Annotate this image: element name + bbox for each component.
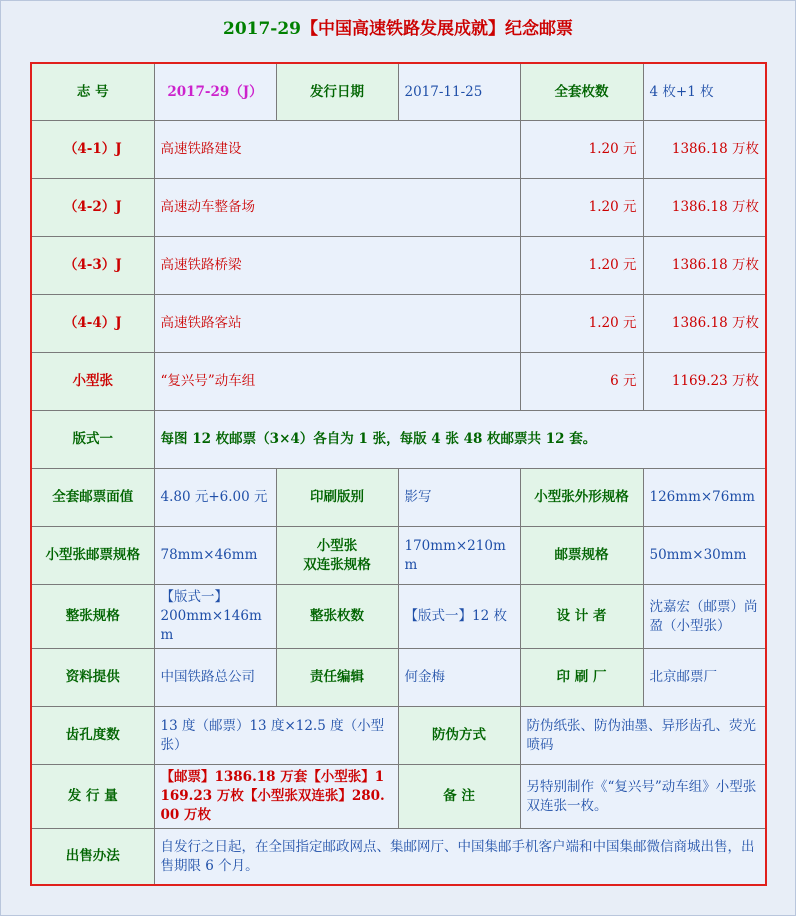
issue-qty-label: 发 行 量	[31, 765, 154, 829]
sale-label: 出售办法	[31, 829, 154, 886]
stamp-name: 高速铁路客站	[154, 295, 520, 353]
souvenir-sheet-quantity: 1169.23 万枚	[643, 353, 766, 411]
table-row	[31, 829, 766, 886]
designer-label: 设 计 者	[520, 585, 643, 649]
table-row	[31, 179, 766, 237]
table-row	[31, 353, 766, 411]
print-type-value: 影写	[398, 469, 520, 527]
stamp-name: 高速动车整备场	[154, 179, 520, 237]
double-sheet-label-line1: 小型张	[316, 537, 358, 554]
stamp-quantity: 1386.18 万枚	[643, 237, 766, 295]
security-value: 防伪纸张、防伪油墨、异形齿孔、荧光喷码	[520, 707, 766, 765]
double-sheet-value: 170mm×210mm	[398, 527, 520, 585]
full-sheet-value	[154, 585, 276, 649]
table-row	[31, 707, 766, 765]
souvenir-sheet-face: 6 元	[520, 353, 643, 411]
stamp-code: （4-1）J	[31, 121, 154, 179]
set-count-label: 全套枚数	[520, 63, 643, 121]
table-row	[31, 237, 766, 295]
designer-value: 沈嘉宏（邮票）尚盈（小型张）	[643, 585, 766, 649]
title-suffix: 纪念邮票	[505, 19, 574, 39]
format-value: 每图 12 枚邮票（3×4）各自为 1 张，每版 4 张 48 枚邮票共 12 套。	[154, 411, 766, 469]
editor-label: 责任编辑	[276, 649, 398, 707]
stamp-quantity: 1386.18 万枚	[643, 121, 766, 179]
stamp-face: 1.20 元	[520, 121, 643, 179]
printer-label: 印 刷 厂	[520, 649, 643, 707]
souvenir-sheet-label: 小型张	[31, 353, 154, 411]
source-value: 中国铁路总公司	[154, 649, 276, 707]
zhihao-value: 2017-29（J）	[154, 63, 276, 121]
table-row	[31, 585, 766, 649]
security-label: 防伪方式	[398, 707, 520, 765]
format-label: 版式一	[31, 411, 154, 469]
full-sheet-value-line1: 【版式一】	[160, 589, 228, 605]
stamp-size-value: 50mm×30mm	[643, 527, 766, 585]
title-name: 【中国高速铁路发展成就】	[301, 19, 506, 39]
table-row	[31, 469, 766, 527]
issue-date-value: 2017-11-25	[398, 63, 520, 121]
table-row	[31, 63, 766, 121]
page-title	[0, 14, 796, 39]
stamp-quantity: 1386.18 万枚	[643, 179, 766, 237]
table-row	[31, 411, 766, 469]
sheet-stamp-size-value: 78mm×46mm	[154, 527, 276, 585]
stamp-code: （4-3）J	[31, 237, 154, 295]
stamp-quantity: 1386.18 万枚	[643, 295, 766, 353]
set-count-value: 4 枚+1 枚	[643, 63, 766, 121]
stamp-name: 高速铁路建设	[154, 121, 520, 179]
table-row	[31, 765, 766, 829]
stamp-size-label: 邮票规格	[520, 527, 643, 585]
stamp-code: （4-4）J	[31, 295, 154, 353]
souvenir-sheet-name: “复兴号”动车组	[154, 353, 520, 411]
stamp-face: 1.20 元	[520, 237, 643, 295]
table-row	[31, 295, 766, 353]
sheet-size-value: 126mm×76mm	[643, 469, 766, 527]
total-face-value: 4.80 元+6.00 元	[154, 469, 276, 527]
total-face-label: 全套邮票面值	[31, 469, 154, 527]
sheet-stamp-size-label: 小型张邮票规格	[31, 527, 154, 585]
remark-value: 另特别制作《“复兴号”动车组》小型张双连张一枚。	[520, 765, 766, 829]
stamp-face: 1.20 元	[520, 295, 643, 353]
printer-value: 北京邮票厂	[643, 649, 766, 707]
table-row	[31, 527, 766, 585]
sale-value: 自发行之日起，在全国指定邮政网点、集邮网厅、中国集邮手机客户端和中国集邮微信商城出售，出售期限 6 个月。	[154, 829, 766, 886]
stamp-code: （4-2）J	[31, 179, 154, 237]
print-type-label: 印刷版别	[276, 469, 398, 527]
stamp-face: 1.20 元	[520, 179, 643, 237]
full-sheet-label: 整张规格	[31, 585, 154, 649]
remark-label: 备 注	[398, 765, 520, 829]
issue-date-label: 发行日期	[276, 63, 398, 121]
title-code: 2017-29	[222, 19, 302, 39]
issue-qty-value: 【邮票】1386.18 万套【小型张】1169.23 万枚【小型张双连张】280.00 万枚	[154, 765, 398, 829]
full-sheet-count-value: 【版式一】12 枚	[398, 585, 520, 649]
full-sheet-value-line2: 200mm×146mm	[160, 608, 262, 643]
perf-label: 齿孔度数	[31, 707, 154, 765]
table-row	[31, 649, 766, 707]
perf-value: 13 度（邮票）13 度×12.5 度（小型张）	[154, 707, 398, 765]
double-sheet-label-line2: 双连张规格	[303, 556, 371, 573]
source-label: 资料提供	[31, 649, 154, 707]
double-sheet-label	[276, 527, 398, 585]
table-row	[31, 121, 766, 179]
stamp-name: 高速铁路桥梁	[154, 237, 520, 295]
editor-value: 何金梅	[398, 649, 520, 707]
full-sheet-count-label: 整张枚数	[276, 585, 398, 649]
zhihao-label: 志 号	[31, 63, 154, 121]
stamp-info-table	[30, 62, 767, 886]
sheet-size-label: 小型张外形规格	[520, 469, 643, 527]
